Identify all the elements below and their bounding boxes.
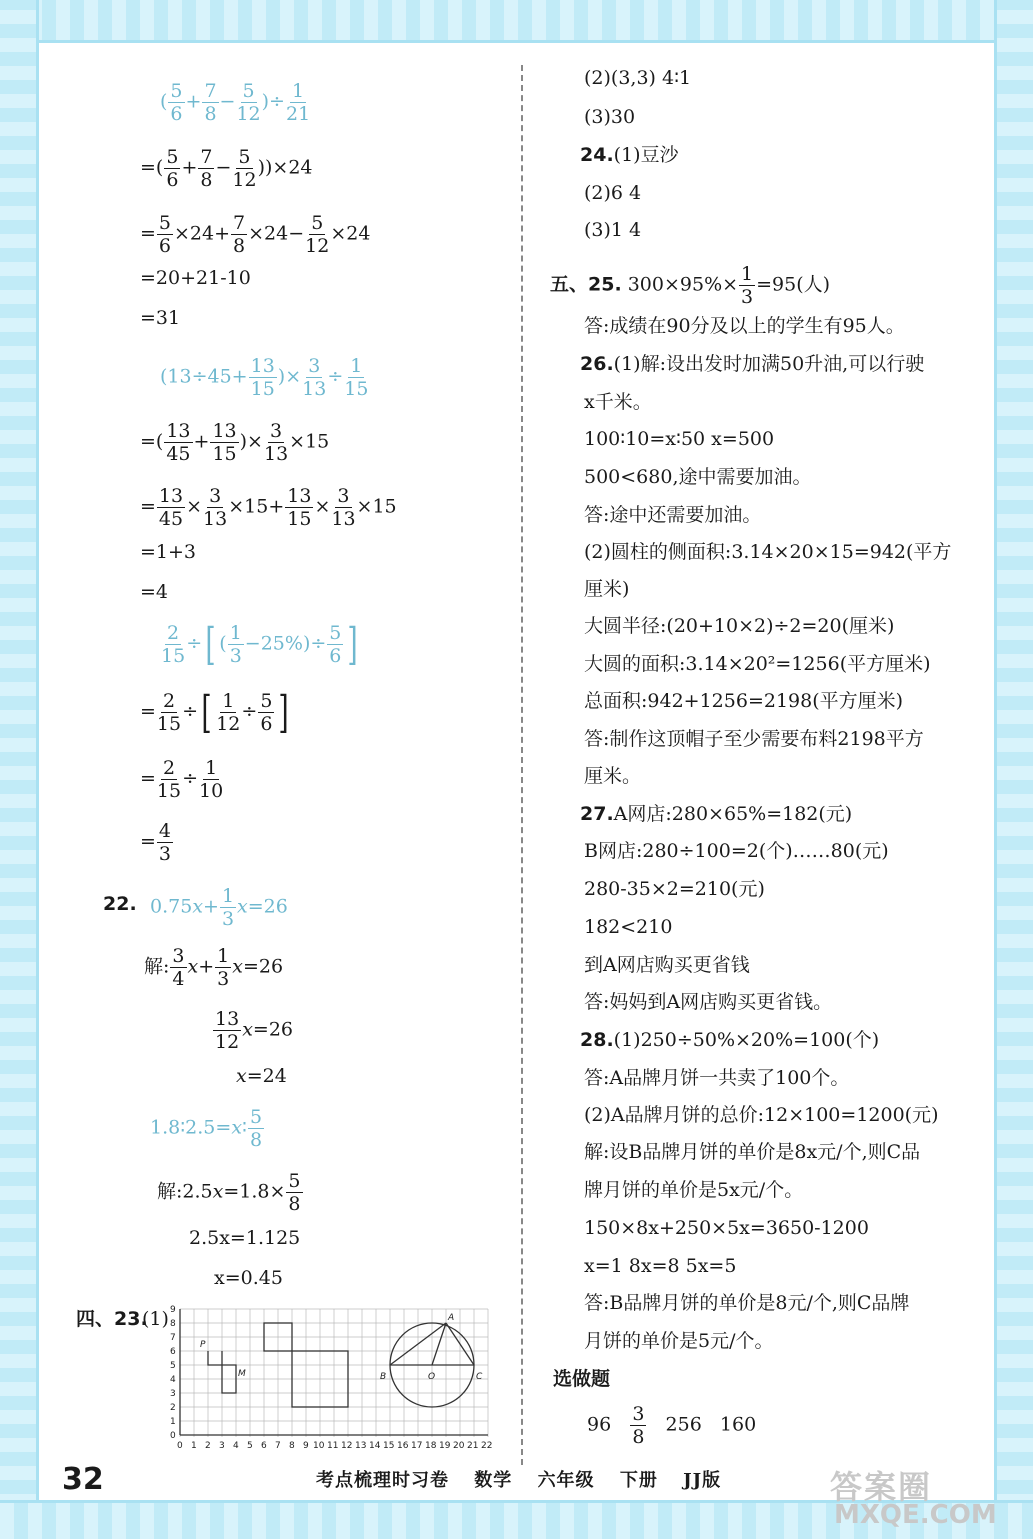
optional-answers: 96 $\frac{3}{8}$ 256 160 — [587, 1403, 757, 1448]
answer-r21: B网店:280÷100=2(个)……80(元) — [584, 840, 889, 862]
svg-text:5: 5 — [170, 1361, 176, 1371]
svg-text:3: 3 — [170, 1389, 176, 1399]
page-number: 32 — [62, 1462, 104, 1497]
svg-text:0: 0 — [177, 1441, 183, 1451]
answer-r33: 答:B品牌月饼的单价是8元/个,则C品牌 — [584, 1292, 910, 1314]
q22-eq2-step1: 解:2.5x=1.8× $\frac{5}{8}$ — [157, 1170, 301, 1215]
answer-r12: 答:途中还需要加油。 — [584, 504, 762, 526]
question-24-line: 24.(1)豆沙 — [580, 144, 679, 166]
q22-equation2: 1.8∶2.5=x∶ $\frac{5}{8}$ — [150, 1106, 263, 1151]
calc-a-result: =31 — [140, 307, 181, 329]
q22-equation1: 0.75x+ $\frac{1}{3}$ x=26 — [150, 885, 288, 930]
answer-r31: 150×8x+250×5x=3650-1200 — [584, 1217, 869, 1239]
svg-text:7: 7 — [170, 1333, 176, 1343]
grid-point-m: M — [238, 1369, 246, 1379]
svg-text:17: 17 — [411, 1441, 423, 1451]
svg-text:12: 12 — [341, 1441, 353, 1451]
decorative-border-top — [0, 0, 1033, 43]
svg-text:2: 2 — [205, 1441, 211, 1451]
answer-r1: (2)(3,3) 4∶1 — [584, 67, 692, 89]
q22-eq1-step1: 解: $\frac{3}{4}$ x+ $\frac{1}{3}$ x=26 — [144, 945, 284, 990]
calc-c-problem: $\frac{2}{15}$ ÷[ ( $\frac{1}{3}$ −25%)÷ $\frac{5}{6}$ ] — [161, 618, 359, 670]
answer-r25: 答:妈妈到A网店购买更省钱。 — [584, 991, 833, 1013]
q22-eq2-step2: 2.5x=1.125 — [189, 1227, 301, 1249]
q22-eq2-result: x=0.45 — [214, 1267, 283, 1289]
svg-text:22: 22 — [481, 1441, 493, 1451]
svg-text:11: 11 — [327, 1441, 339, 1451]
svg-text:13: 13 — [355, 1441, 367, 1451]
calc-c-result: = $\frac{4}{3}$ — [140, 820, 172, 865]
answer-r14: 厘米) — [584, 578, 630, 600]
svg-text:0: 0 — [170, 1431, 176, 1441]
footer-book-title: 考点梳理时习卷 — [316, 1470, 449, 1491]
footer-edition: JJ版 — [683, 1470, 722, 1491]
answer-r13: (2)圆柱的侧面积:3.14×20×15=942(平方 — [584, 541, 952, 563]
svg-text:4: 4 — [170, 1375, 176, 1385]
svg-text:1: 1 — [170, 1417, 176, 1427]
question-28-line: 28.(1)250÷50%×20%=100(个) — [580, 1029, 880, 1051]
svg-text:15: 15 — [383, 1441, 395, 1451]
answer-r23: 182<210 — [584, 916, 673, 938]
footer-volume: 下册 — [619, 1470, 658, 1491]
svg-text:5: 5 — [247, 1441, 253, 1451]
answer-r5: (3)1 4 — [584, 219, 642, 241]
answer-r11: 500<680,途中需要加油。 — [584, 466, 812, 488]
watermark-logo: 答案圈 — [830, 1468, 933, 1506]
calc-b-step2: = $\frac{13}{45}$ × $\frac{3}{13}$ ×15+ $\frac{13}{15}$ × $\frac{3}{13}$ ×15 — [140, 485, 397, 530]
decorative-border-left — [0, 0, 39, 1536]
calc-c-step1: = $\frac{2}{15}$ ÷[ $\frac{1}{12}$ ÷ $\frac{5}{6}$ ] — [140, 686, 290, 738]
question-23-sub: (1) — [142, 1308, 169, 1330]
calc-b-result: =4 — [140, 581, 169, 603]
calc-a-step1: =( $\frac{5}{6}$ + $\frac{7}{8}$ − $\frac{5}{12}$ ))×24 — [140, 146, 313, 191]
answer-r18: 答:制作这顶帽子至少需要布料2198平方 — [584, 728, 924, 750]
footer-grade: 六年级 — [537, 1470, 595, 1491]
svg-text:14: 14 — [369, 1441, 381, 1451]
coordinate-grid — [165, 1304, 495, 1452]
svg-text:9: 9 — [170, 1305, 176, 1315]
grid-point-a: A — [448, 1313, 455, 1323]
answer-r29: 解:设B品牌月饼的单价是8x元/个,则C品 — [584, 1141, 921, 1163]
svg-text:8: 8 — [170, 1319, 176, 1329]
grid-point-p: P — [200, 1340, 206, 1350]
answer-r27: 答:A品牌月饼一共卖了100个。 — [584, 1067, 850, 1089]
column-divider — [521, 65, 523, 1465]
svg-text:6: 6 — [261, 1441, 267, 1451]
answer-r7: 答:成绩在90分及以上的学生有95人。 — [584, 315, 905, 337]
svg-text:16: 16 — [397, 1441, 409, 1451]
svg-text:18: 18 — [425, 1441, 437, 1451]
svg-text:7: 7 — [275, 1441, 281, 1451]
footer-info — [316, 1466, 739, 1492]
answer-r4: (2)6 4 — [584, 182, 642, 204]
calc-a-step2: = $\frac{5}{6}$ ×24+ $\frac{7}{8}$ ×24− $\frac{5}{12}$ ×24 — [140, 212, 371, 257]
svg-text:21: 21 — [467, 1441, 479, 1451]
grid-point-o: O — [428, 1372, 436, 1382]
answer-r2: (3)30 — [584, 106, 636, 128]
svg-text:10: 10 — [313, 1441, 325, 1451]
answer-r10: 100∶10=x∶50 x=500 — [584, 428, 775, 450]
answer-r16: 大圆的面积:3.14×20²=1256(平方厘米) — [584, 653, 931, 675]
watermark-url: MXQE.COM — [834, 1500, 997, 1530]
svg-text:9: 9 — [303, 1441, 309, 1451]
svg-text:2: 2 — [170, 1403, 176, 1413]
question-26-line: 26.(1)解:设出发时加满50升油,可以行驶 — [580, 353, 925, 375]
calc-b-step3: =1+3 — [140, 541, 197, 563]
calc-c-step2: = $\frac{2}{15}$ ÷ $\frac{1}{10}$ — [140, 757, 224, 802]
answer-r15: 大圆半径:(20+10×2)÷2=20(厘米) — [584, 615, 895, 637]
answer-r30: 牌月饼的单价是5x元/个。 — [584, 1179, 804, 1201]
question-25-line: 五、25. 300×95%× $\frac{1}{3}$ =95(人) — [550, 263, 831, 308]
grid-point-c: C — [476, 1372, 483, 1382]
question-22-number: 22. — [103, 893, 137, 915]
answer-r17: 总面积:942+1256=2198(平方厘米) — [584, 690, 904, 712]
question-27-line: 27.A网店:280×65%=182(元) — [580, 803, 853, 825]
calc-b-problem: (13÷45+ $\frac{13}{15}$ )× $\frac{3}{13}$ ÷ $\frac{1}{15}$ — [160, 355, 369, 400]
optional-questions-heading: 选做题 — [553, 1368, 611, 1390]
question-23-label: 四、23. — [76, 1308, 148, 1330]
footer-subject: 数学 — [474, 1470, 513, 1491]
calc-a-problem: ( $\frac{5}{6}$ + $\frac{7}{8}$ − $\frac{5}{12}$ )÷ $\frac{1}{21}$ — [160, 80, 311, 125]
answer-r22: 280-35×2=210(元) — [584, 878, 765, 900]
answer-r9: x千米。 — [584, 391, 652, 413]
answer-r32: x=1 8x=8 5x=5 — [584, 1255, 737, 1277]
svg-text:20: 20 — [453, 1441, 465, 1451]
svg-text:1: 1 — [191, 1441, 197, 1451]
calc-a-step3: =20+21-10 — [140, 267, 251, 289]
svg-text:4: 4 — [233, 1441, 239, 1451]
answer-r19: 厘米。 — [584, 765, 642, 787]
grid-point-b: B — [380, 1372, 387, 1382]
svg-text:19: 19 — [439, 1441, 451, 1451]
svg-text:8: 8 — [289, 1441, 295, 1451]
answer-r28: (2)A品牌月饼的总价:12×100=1200(元) — [584, 1104, 939, 1126]
q22-eq1-result: x=24 — [236, 1065, 287, 1087]
q22-eq1-step2: $\frac{13}{12}$ x=26 — [215, 1008, 294, 1053]
answer-r24: 到A网店购买更省钱 — [584, 954, 750, 976]
decorative-border-right — [994, 0, 1033, 1536]
calc-b-step1: =( $\frac{13}{45}$ + $\frac{13}{15}$ )× $\frac{3}{13}$ ×15 — [140, 420, 330, 465]
svg-text:3: 3 — [219, 1441, 225, 1451]
answer-r34: 月饼的单价是5元/个。 — [584, 1330, 774, 1352]
svg-text:6: 6 — [170, 1347, 176, 1357]
